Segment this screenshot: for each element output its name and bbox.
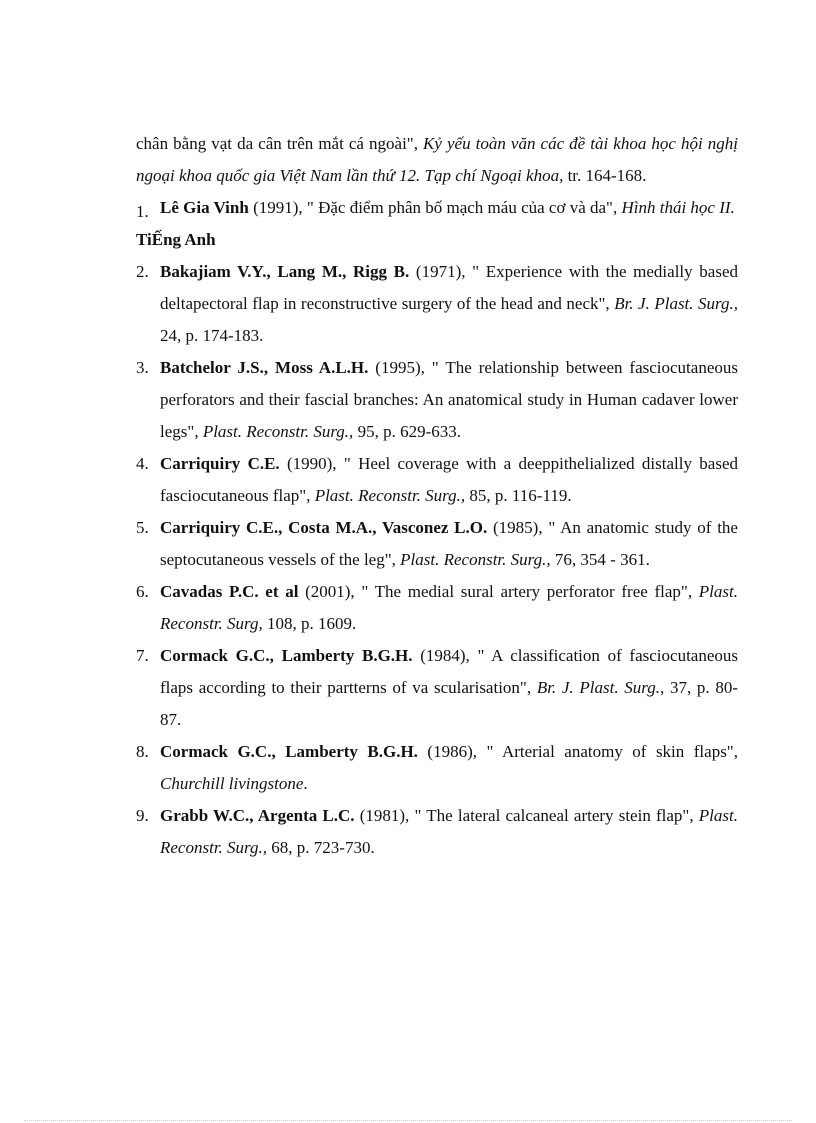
reference-authors: Lê Gia Vinh: [160, 198, 249, 217]
reference-title: " Arterial anatomy of skin flaps",: [486, 742, 739, 761]
reference-authors: Cavadas P.C. et al: [160, 582, 299, 601]
reference-year: (1981),: [354, 806, 415, 825]
reference-journal: Churchill livingstone: [160, 774, 304, 793]
reference-detail: 68, p. 723-730.: [267, 838, 375, 857]
reference-year: (1991),: [248, 198, 307, 217]
reference-detail: 108, p. 1609.: [262, 614, 357, 633]
reference-year: (1984),: [412, 646, 478, 665]
reference-title: " Heel coverage with a deeppithelialized distally based fasciocutaneous flap",: [160, 454, 738, 505]
reference-journal: Br. J. Plast. Surg.,: [614, 294, 739, 313]
reference-number: 9.: [136, 806, 149, 825]
reference-journal: Plast. Reconstr. Surg,: [160, 582, 738, 633]
reference-journal: Plast. Reconstr. Surg.,: [400, 550, 551, 569]
reference-authors: Cormack G.C., Lamberty B.G.H.: [160, 742, 418, 761]
reference-item: [136, 512, 738, 576]
reference-number: 5.: [136, 518, 149, 537]
reference-title: " Experience with the medially based deltapectoral flap in reconstructive surgery of the head and neck",: [160, 262, 739, 313]
reference-title: " The medial sural artery perforator free flap",: [361, 582, 699, 601]
reference-detail: 37, p. 80-87.: [160, 678, 739, 729]
continued-journal: Kỷ yếu toàn văn các đề tài khoa học hội nghị ngoại khoa quốc gia Việt Nam lần thứ 12. Tạp chí Ngoại khoa,: [136, 134, 738, 185]
reference-year: (1971),: [409, 262, 473, 281]
reference-detail: 76, 354 - 361.: [550, 550, 650, 569]
reference-title: " Đặc điểm phân bố mạch máu của cơ và da",: [306, 198, 622, 217]
reference-authors: Carriquiry C.E., Costa M.A., Vasconez L.O.: [160, 518, 488, 537]
continued-tail: tr. 164-168.: [563, 166, 647, 185]
reference-detail: 24, p. 174-183.: [160, 326, 264, 345]
reference-item: [136, 800, 738, 864]
reference-authors: Cormack G.C., Lamberty B.G.H.: [160, 646, 413, 665]
reference-detail: 85, p. 116-119.: [465, 486, 572, 505]
reference-journal: Hình thái học II.: [621, 198, 735, 217]
continued-text: chân bằng vạt da cân trên mắt cá ngoài",: [136, 134, 424, 153]
reference-item: [136, 576, 738, 640]
reference-title: " The lateral calcaneal artery stein flap",: [414, 806, 699, 825]
reference-title: " An anatomic study of the septocutaneous vessels of the leg",: [160, 518, 738, 569]
reference-item: [136, 256, 738, 352]
reference-year: (1986),: [417, 742, 487, 761]
reference-authors: Bakajiam V.Y., Lang M., Rigg B.: [160, 262, 410, 281]
reference-detail: .: [303, 774, 308, 793]
reference-journal: Plast. Reconstr. Surg.,: [314, 486, 466, 505]
reference-number: 2.: [136, 262, 149, 281]
reference-item: [136, 736, 738, 800]
reference-page: [136, 128, 738, 864]
reference-journal: Br. J. Plast. Surg.,: [536, 678, 665, 697]
reference-number: 1.: [136, 202, 149, 221]
reference-item: [136, 192, 738, 224]
page-bottom-divider: [24, 1120, 792, 1121]
reference-title: " The relationship between fasciocutaneous perforators and their fascial branches: An anatomical study in Human cadaver lower legs",: [160, 358, 738, 441]
reference-number: 4.: [136, 454, 149, 473]
reference-detail: 95, p. 629-633.: [353, 422, 461, 441]
reference-year: (1995),: [368, 358, 432, 377]
reference-item: [136, 352, 738, 448]
section-heading: TiẾng Anh: [136, 230, 216, 249]
reference-number: 7.: [136, 646, 149, 665]
reference-journal: Plast. Reconstr. Surg.,: [160, 806, 738, 857]
reference-year: (1990),: [279, 454, 344, 473]
reference-item: [136, 640, 738, 736]
reference-number: 3.: [136, 358, 149, 377]
reference-authors: Grabb W.C., Argenta L.C.: [160, 806, 355, 825]
reference-authors: Batchelor J.S., Moss A.L.H.: [160, 358, 369, 377]
reference-title: " A classification of fasciocutaneous flaps according to their partterns of va scularisation",: [160, 646, 739, 697]
reference-authors: Carriquiry C.E.: [160, 454, 280, 473]
reference-number: 6.: [136, 582, 149, 601]
continued-reference: [136, 128, 738, 192]
reference-journal: Plast. Reconstr. Surg.,: [202, 422, 354, 441]
reference-year: (2001),: [298, 582, 362, 601]
reference-item: [136, 448, 738, 512]
reference-year: (1985),: [487, 518, 549, 537]
reference-number: 8.: [136, 742, 149, 761]
